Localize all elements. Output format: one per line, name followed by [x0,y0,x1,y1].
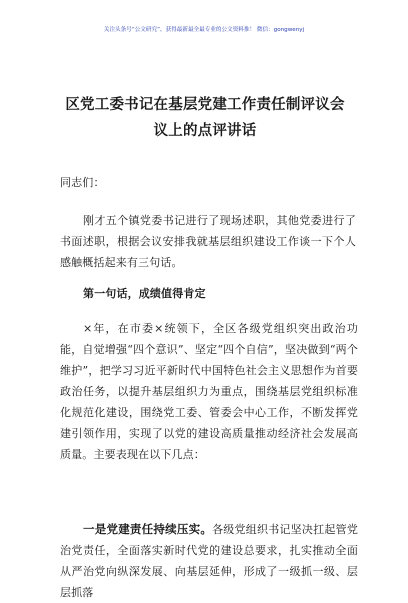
paragraph-intro: 刚才五个镇党委书记进行了现场述职，其他党委进行了书面述职，根据会议安排我就基层组织建设工作谈一下个人感触概括起来有三句话。 [60,214,356,269]
paragraph-lead: 一是党建责任持续压实。 [83,522,213,536]
document-title: 区党工委书记在基层党建工作责任制评议会议上的点评讲话 [65,96,345,139]
header-banner[interactable]: 关注头条号“公文研究”，获得最新最全最专业的公文资料推！ 微信：gongwenyj [103,27,305,33]
paragraph-achievements: ×年，在市委×统领下，全区各级党组织突出政治功能，自觉增强“四个意识”、坚定“四个自信”，坚决做到“两个维护”，把学习习近平新时代中国特色社会主义思想作为首要政治任务，以提升基层组织力为重点，围绕基层党组织标准化规范化建设，围绕党工委、管委会中心工作，不断发挥党建引领作用，实现了以党的建设高质量推动经济社会发展高质量。主要表现在以下几点： [60,322,358,461]
salutation: 同志们： [60,176,105,189]
paragraph-body: 各级党组织书记坚决扛起管党治党责任，全面落实新时代党的建设总要求，扎实推动全面从严治党向纵深发展、向基层延伸，形成了一级抓一级、层层抓落 [60,523,358,599]
paragraph-responsibility [60,519,358,603]
section-heading-first: 第一句话，成绩值得肯定 [83,287,206,300]
